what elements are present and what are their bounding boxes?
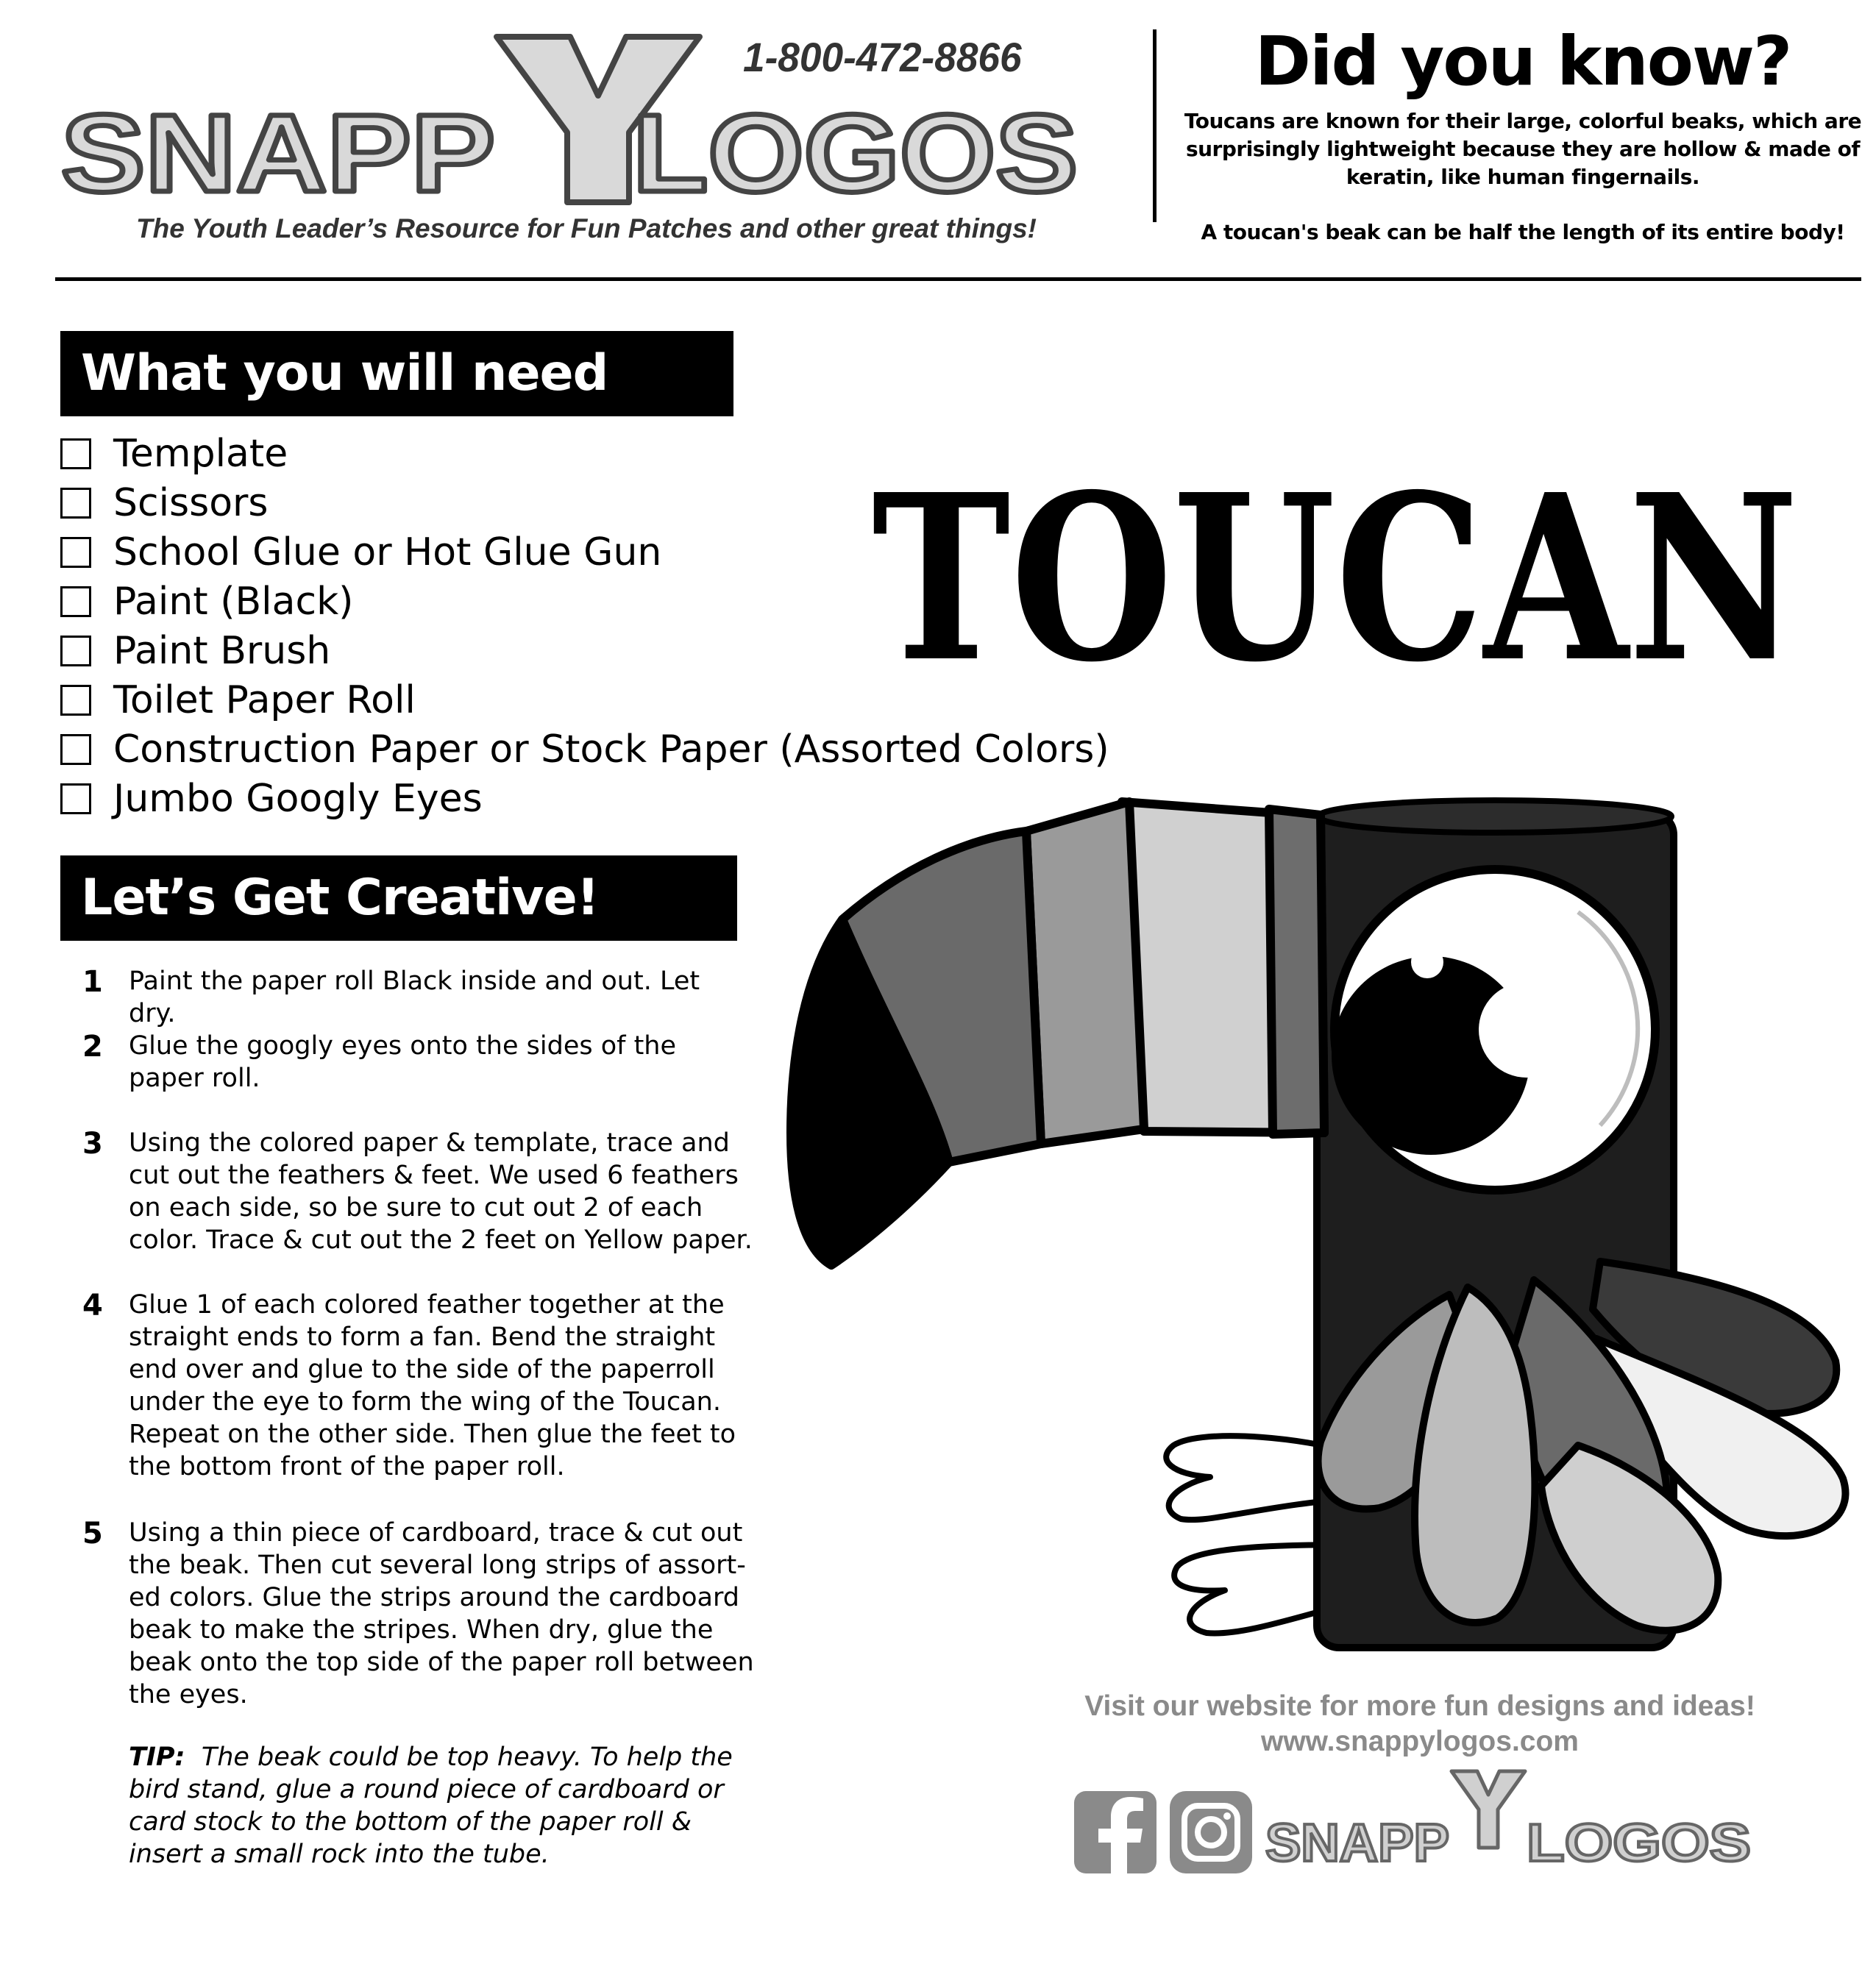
checkbox[interactable] bbox=[60, 636, 91, 666]
step-number: 3 bbox=[82, 1127, 103, 1161]
checkbox[interactable] bbox=[60, 783, 91, 814]
toucan-beak bbox=[791, 802, 1324, 1265]
tagline: The Youth Leader’s Resource for Fun Patches and other great things! bbox=[136, 213, 1037, 243]
step-text: Using a thin piece of cardboard, trace & cut out the beak. Then cut several long strips of assort-ed colors. Glue the strips around the cardboard beak to make the stripes. When dry, glue the beak onto the top side of the paper roll between the eyes. bbox=[129, 1518, 754, 1709]
step-text: Using the colored paper & template, trace and cut out the feathers & feet. We used 6 feathers on each side, so be sure to cut out 2 of each color. Trace & cut out the 2 feet on Yellow paper. bbox=[129, 1128, 753, 1255]
step-text: Glue 1 of each colored feather together at the straight ends to form a fan. Bend the straight end over and glue to the side of the paperroll under the eye to form the wing of the Toucan. Repeat on the other side. Then glue the feet to the bottom front of the paper roll. bbox=[129, 1290, 736, 1481]
svg-text:LOGOS: LOGOS bbox=[633, 91, 1078, 215]
checklist-item-label: Paint Brush bbox=[113, 628, 331, 673]
checklist-item-label: Construction Paper or Stock Paper (Assorted Colors) bbox=[113, 727, 1109, 772]
title-text: TOUCAN bbox=[872, 445, 1799, 691]
checklist-item-label: Scissors bbox=[113, 480, 269, 525]
svg-text:SNAPP: SNAPP bbox=[1265, 1814, 1449, 1873]
header-divider-vertical bbox=[1153, 29, 1156, 222]
googly-eye bbox=[1332, 869, 1655, 1190]
did-you-know-fact-1: Toucans are known for their large, colorful beaks, which are surprisingly lightweight because they are hollow & made of keratin, like human fingernails. bbox=[1184, 109, 1862, 189]
step-text: Glue the googly eyes onto the sides of the paper roll. bbox=[129, 1031, 677, 1093]
facebook-icon[interactable] bbox=[1074, 1791, 1156, 1873]
creative-heading: Let’s Get Creative! bbox=[60, 855, 737, 941]
website-link[interactable]: www.snappylogos.com bbox=[1261, 1726, 1579, 1757]
header-divider-horizontal bbox=[55, 277, 1861, 281]
checklist-item-label: Toilet Paper Roll bbox=[113, 677, 416, 722]
checkbox[interactable] bbox=[60, 488, 91, 519]
svg-text:LOGOS: LOGOS bbox=[1527, 1814, 1751, 1873]
step-number: 2 bbox=[82, 1030, 103, 1064]
social-footer bbox=[1074, 1765, 1758, 1876]
checkbox[interactable] bbox=[60, 685, 91, 716]
checkbox[interactable] bbox=[60, 537, 91, 568]
svg-text:SNAPP: SNAPP bbox=[61, 91, 495, 215]
checkbox[interactable] bbox=[60, 734, 91, 765]
checklist-item-label: Paint (Black) bbox=[113, 579, 354, 624]
footer-visit-text: Visit our website for more fun designs and ideas! bbox=[1084, 1690, 1755, 1722]
step-number: 4 bbox=[82, 1289, 103, 1323]
phone-number[interactable]: 1-800-472-8866 bbox=[743, 34, 1022, 80]
toucan-title bbox=[868, 441, 1802, 691]
checkbox[interactable] bbox=[60, 438, 91, 469]
checkbox[interactable] bbox=[60, 586, 91, 617]
instagram-icon[interactable] bbox=[1170, 1791, 1252, 1873]
checklist-item bbox=[60, 725, 1109, 774]
did-you-know-title: Did you know? bbox=[1254, 22, 1791, 101]
step-number: 1 bbox=[82, 965, 103, 999]
checklist-item-label: School Glue or Hot Glue Gun bbox=[113, 530, 662, 574]
checklist-item-label: Jumbo Googly Eyes bbox=[113, 776, 483, 821]
tip-text: The beak could be top heavy. To help the bird stand, glue a round piece of cardboard or card stock to the bottom of the paper roll & insert a small rock into the tube. bbox=[129, 1743, 733, 1869]
checklist-item-label: Template bbox=[113, 431, 288, 476]
need-heading: What you will need bbox=[60, 331, 733, 416]
toucan-illustration bbox=[732, 780, 1865, 1662]
tip-label: TIP: bbox=[129, 1743, 185, 1772]
step-number: 5 bbox=[82, 1517, 103, 1551]
did-you-know-fact-2: A toucan's beak can be half the length of its entire body! bbox=[1201, 220, 1845, 244]
footer-logo[interactable] bbox=[1265, 1771, 1751, 1873]
tip bbox=[129, 1741, 747, 1871]
step-text: Paint the paper roll Black inside and out. Let dry. bbox=[129, 967, 700, 1028]
